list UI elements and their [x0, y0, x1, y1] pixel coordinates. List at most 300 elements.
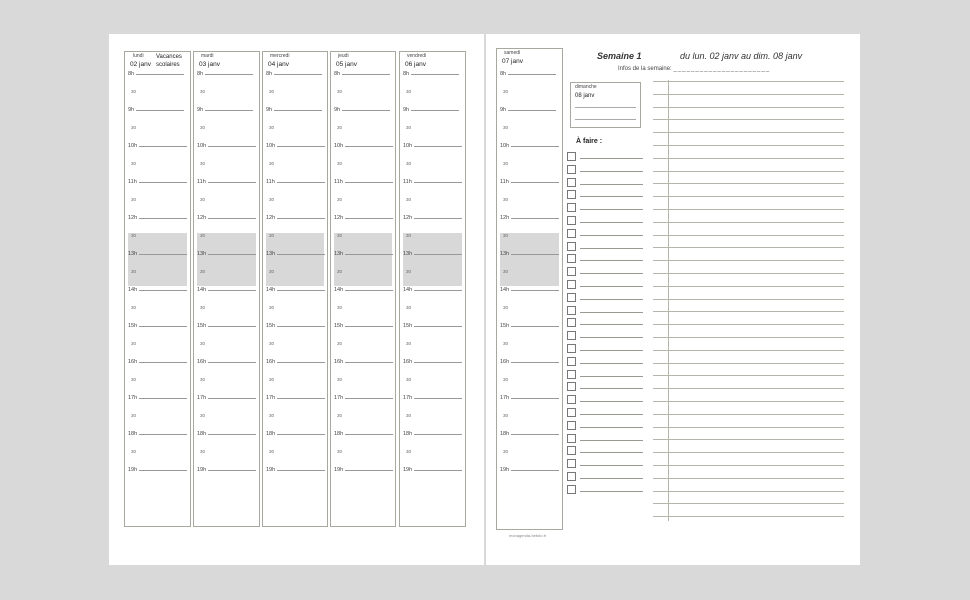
todo-checkbox[interactable] [567, 242, 576, 251]
hour-line [511, 469, 559, 471]
hour-line [139, 217, 187, 219]
half-hour-label: 30 [503, 233, 509, 238]
hour-label: 16h [197, 359, 207, 365]
hour-slot[interactable] [403, 179, 462, 185]
half-hour-label: 30 [269, 305, 275, 310]
notes-line [653, 209, 844, 210]
day-date: 06 janv [405, 61, 426, 68]
hour-label: 8h [334, 71, 341, 77]
hour-label: 12h [403, 215, 413, 221]
hour-line [511, 325, 559, 327]
hour-slot[interactable] [500, 395, 559, 401]
half-hour-label: 30 [131, 197, 137, 202]
todo-line [580, 184, 643, 185]
hour-label: 11h [266, 179, 275, 185]
day-name: mardi [201, 53, 214, 59]
hour-label: 18h [334, 431, 344, 437]
half-hour-label: 30 [131, 449, 137, 454]
hour-slot[interactable] [266, 251, 325, 257]
day-date: 03 janv [199, 61, 220, 68]
hour-label: 16h [266, 359, 276, 365]
day-column [262, 51, 328, 527]
todo-checkbox[interactable] [567, 254, 576, 263]
hour-slot[interactable] [334, 287, 393, 293]
hour-label: 13h [403, 251, 413, 257]
half-hour-label: 30 [269, 269, 275, 274]
notes-line [653, 516, 844, 517]
hour-slot[interactable] [266, 107, 322, 113]
hour-slot[interactable] [197, 143, 256, 149]
hour-line [136, 73, 184, 75]
half-hour-label: 30 [200, 269, 206, 274]
hour-slot[interactable] [197, 215, 256, 221]
hour-slot[interactable] [128, 179, 187, 185]
hour-line [139, 397, 187, 399]
notes-margin-line [668, 80, 669, 521]
todo-checkbox[interactable] [567, 293, 576, 302]
hour-line [342, 109, 390, 111]
hour-slot[interactable] [403, 431, 462, 437]
notes-line [653, 260, 844, 261]
day-column [330, 51, 396, 527]
day-name: mercredi [270, 53, 290, 59]
hour-line [274, 73, 322, 75]
lunch-shade [403, 233, 462, 286]
notes-line [653, 286, 844, 287]
hour-label: 18h [500, 431, 510, 437]
hour-line [511, 433, 559, 435]
half-hour-label: 30 [503, 377, 509, 382]
todo-checkbox[interactable] [567, 395, 576, 404]
hour-slot[interactable] [334, 71, 390, 77]
todo-checkbox[interactable] [567, 216, 576, 225]
day-date: 04 janv [268, 61, 289, 68]
hour-slot[interactable] [128, 251, 187, 257]
hour-label: 17h [266, 395, 276, 401]
todo-line [580, 452, 643, 453]
hour-line [414, 289, 462, 291]
hour-slot[interactable] [197, 287, 256, 293]
hour-line [345, 397, 393, 399]
todo-checkbox[interactable] [567, 472, 576, 481]
todo-line [580, 388, 643, 389]
day-column [193, 51, 260, 527]
hour-slot[interactable] [500, 251, 559, 257]
hour-label: 16h [334, 359, 344, 365]
hour-label: 10h [334, 143, 344, 149]
todo-line [580, 286, 643, 287]
hour-line [414, 253, 462, 255]
todo-checkbox[interactable] [567, 459, 576, 468]
hour-line [414, 469, 462, 471]
hour-label: 17h [197, 395, 207, 401]
todo-line [580, 158, 643, 159]
notes-line [653, 273, 844, 274]
week-title: Semaine 1 [597, 51, 642, 61]
hour-label: 10h [403, 143, 413, 149]
hour-line [414, 217, 462, 219]
hour-slot[interactable] [403, 71, 459, 77]
half-hour-label: 30 [131, 161, 137, 166]
hour-slot[interactable] [500, 467, 559, 473]
hour-slot[interactable] [266, 143, 325, 149]
todo-checkbox[interactable] [567, 370, 576, 379]
hour-slot[interactable] [266, 179, 325, 185]
todo-checkbox[interactable] [567, 331, 576, 340]
half-hour-label: 30 [337, 269, 343, 274]
half-hour-label: 30 [337, 449, 343, 454]
hour-line [274, 109, 322, 111]
hour-slot[interactable] [403, 107, 459, 113]
notes-line [653, 183, 844, 184]
hour-line [208, 361, 256, 363]
hour-label: 18h [403, 431, 413, 437]
hour-label: 13h [334, 251, 344, 257]
hour-label: 9h [403, 107, 410, 113]
todo-checkbox[interactable] [567, 357, 576, 366]
half-hour-label: 30 [337, 377, 343, 382]
todo-checkbox[interactable] [567, 267, 576, 276]
todo-checkbox[interactable] [567, 421, 576, 430]
hour-line [345, 361, 393, 363]
hour-slot[interactable] [500, 323, 559, 329]
notes-line [653, 222, 844, 223]
todo-line [580, 260, 643, 261]
half-hour-label: 30 [406, 341, 412, 346]
notes-line [653, 247, 844, 248]
hour-slot[interactable] [403, 143, 462, 149]
hour-label: 10h [500, 143, 510, 149]
hour-label: 8h [266, 71, 273, 77]
hour-line [139, 469, 187, 471]
hour-slot[interactable] [403, 359, 462, 365]
hour-label: 14h [197, 287, 207, 293]
hour-slot[interactable] [197, 179, 256, 185]
lunch-shade [266, 233, 324, 286]
half-hour-label: 30 [131, 269, 137, 274]
hour-label: 17h [403, 395, 413, 401]
hour-slot[interactable] [266, 359, 325, 365]
hour-slot[interactable] [197, 359, 256, 365]
notes-line [653, 337, 844, 338]
hour-label: 16h [500, 359, 510, 365]
todo-line [580, 414, 643, 415]
hour-slot[interactable] [334, 251, 393, 257]
half-hour-label: 30 [406, 161, 412, 166]
hour-line [414, 325, 462, 327]
todo-checkbox[interactable] [567, 165, 576, 174]
hour-line [205, 109, 253, 111]
hour-slot[interactable] [128, 287, 187, 293]
hour-label: 13h [266, 251, 276, 257]
half-hour-label: 30 [503, 125, 509, 130]
half-hour-label: 30 [503, 305, 509, 310]
hour-line [511, 253, 559, 255]
hour-slot[interactable] [500, 107, 556, 113]
notes-line [653, 439, 844, 440]
hour-slot[interactable] [197, 71, 253, 77]
notes-line [653, 132, 844, 133]
todo-line [580, 248, 643, 249]
notes-line [653, 503, 844, 504]
hour-slot[interactable] [334, 467, 393, 473]
hour-label: 14h [266, 287, 276, 293]
notes-line [653, 375, 844, 376]
hour-label: 15h [334, 323, 344, 329]
notes-line [653, 196, 844, 197]
hour-label: 18h [197, 431, 207, 437]
half-hour-label: 30 [503, 341, 509, 346]
hour-slot[interactable] [500, 71, 556, 77]
sunday-box [570, 82, 641, 128]
hour-line [139, 145, 187, 147]
half-hour-label: 30 [337, 89, 343, 94]
week-infos-label [618, 66, 769, 72]
hour-slot[interactable] [197, 395, 256, 401]
notes-line [653, 171, 844, 172]
hour-line [208, 433, 256, 435]
half-hour-label: 30 [337, 305, 343, 310]
hour-label: 11h [334, 179, 343, 185]
hour-label: 10h [128, 143, 138, 149]
half-hour-label: 30 [503, 197, 509, 202]
half-hour-label: 30 [406, 449, 412, 454]
hour-line [139, 433, 187, 435]
day-column [496, 48, 563, 530]
hour-slot[interactable] [128, 71, 184, 77]
todo-checkbox[interactable] [567, 306, 576, 315]
hour-slot[interactable] [197, 251, 256, 257]
day-name: vendredi [407, 53, 427, 59]
hour-slot[interactable] [266, 467, 325, 473]
hour-line [208, 217, 256, 219]
half-hour-label: 30 [406, 89, 412, 94]
hour-slot[interactable] [266, 323, 325, 329]
half-hour-label: 30 [269, 197, 275, 202]
hour-label: 8h [197, 71, 204, 77]
half-hour-label: 30 [503, 269, 509, 274]
todo-checkbox[interactable] [567, 229, 576, 238]
half-hour-label: 30 [131, 233, 137, 238]
half-hour-label: 30 [269, 449, 275, 454]
hour-label: 17h [500, 395, 510, 401]
todo-checkbox[interactable] [567, 408, 576, 417]
half-hour-label: 30 [503, 449, 509, 454]
hour-slot[interactable] [500, 431, 559, 437]
half-hour-label: 30 [269, 413, 275, 418]
hour-label: 15h [128, 323, 138, 329]
hour-line [136, 109, 184, 111]
hour-label: 11h [197, 179, 206, 185]
hour-slot[interactable] [128, 143, 187, 149]
hour-label: 11h [403, 179, 412, 185]
hour-slot[interactable] [128, 107, 184, 113]
todo-line [580, 465, 643, 466]
hour-label: 12h [266, 215, 276, 221]
hour-slot[interactable] [334, 395, 393, 401]
todo-line [580, 337, 643, 338]
hour-label: 16h [403, 359, 413, 365]
hour-slot[interactable] [403, 467, 462, 473]
hour-label: 15h [266, 323, 276, 329]
day-date: 05 janv [336, 61, 357, 68]
hour-label: 14h [334, 287, 344, 293]
half-hour-label: 30 [269, 89, 275, 94]
hour-line [414, 145, 462, 147]
hour-label: 18h [266, 431, 276, 437]
hour-line [511, 181, 559, 183]
hour-slot[interactable] [128, 431, 187, 437]
todo-checkbox[interactable] [567, 152, 576, 161]
todo-line [580, 491, 643, 492]
day-date: 02 janv [130, 61, 151, 68]
half-hour-label: 30 [131, 305, 137, 310]
hour-line [277, 289, 325, 291]
todo-checkbox[interactable] [567, 318, 576, 327]
hour-slot[interactable] [266, 431, 325, 437]
hour-label: 17h [128, 395, 138, 401]
hour-slot[interactable] [197, 467, 256, 473]
hour-slot[interactable] [266, 287, 325, 293]
hour-line [208, 289, 256, 291]
hour-slot[interactable] [334, 179, 393, 185]
hour-line [345, 469, 393, 471]
half-hour-label: 30 [269, 233, 275, 238]
notes-line [653, 81, 844, 82]
notes-line [653, 158, 844, 159]
half-hour-label: 30 [337, 233, 343, 238]
todo-checkbox[interactable] [567, 190, 576, 199]
hour-line [208, 253, 256, 255]
hour-label: 9h [197, 107, 204, 113]
half-hour-label: 30 [131, 125, 137, 130]
hour-slot[interactable] [403, 215, 462, 221]
hour-slot[interactable] [403, 251, 462, 257]
hour-slot[interactable] [266, 215, 325, 221]
hour-line [139, 361, 187, 363]
half-hour-label: 30 [503, 161, 509, 166]
hour-line [411, 109, 459, 111]
hour-line [277, 253, 325, 255]
hour-slot[interactable] [500, 215, 559, 221]
half-hour-label: 30 [200, 233, 206, 238]
sunday-line [575, 107, 636, 108]
notes-line [653, 465, 844, 466]
todo-checkbox[interactable] [567, 203, 576, 212]
todo-line [580, 324, 643, 325]
notes-line [653, 414, 844, 415]
todo-checkbox[interactable] [567, 344, 576, 353]
hour-label: 19h [403, 467, 413, 473]
hour-line [511, 361, 559, 363]
hour-line [208, 325, 256, 327]
hour-line [345, 181, 393, 183]
hour-slot[interactable] [334, 143, 393, 149]
hour-label: 11h [500, 179, 509, 185]
half-hour-label: 30 [200, 341, 206, 346]
hour-slot[interactable] [197, 323, 256, 329]
half-hour-label: 30 [269, 125, 275, 130]
hour-slot[interactable] [128, 359, 187, 365]
hour-slot[interactable] [128, 395, 187, 401]
hour-line [414, 361, 462, 363]
notes-line [653, 145, 844, 146]
todo-checkbox[interactable] [567, 485, 576, 494]
half-hour-label: 30 [406, 269, 412, 274]
half-hour-label: 30 [200, 449, 206, 454]
hour-slot[interactable] [197, 107, 253, 113]
hour-slot[interactable] [500, 143, 559, 149]
hour-slot[interactable] [334, 431, 393, 437]
half-hour-label: 30 [131, 341, 137, 346]
todo-checkbox[interactable] [567, 178, 576, 187]
half-hour-label: 30 [406, 305, 412, 310]
todo-checkbox[interactable] [567, 280, 576, 289]
todo-checkbox[interactable] [567, 382, 576, 391]
hour-label: 15h [197, 323, 207, 329]
hour-slot[interactable] [403, 395, 462, 401]
hour-slot[interactable] [403, 323, 462, 329]
todo-line [580, 401, 643, 402]
notes-line [653, 94, 844, 95]
hour-label: 8h [500, 71, 507, 77]
hour-slot[interactable] [334, 359, 393, 365]
half-hour-label: 30 [200, 125, 206, 130]
hour-slot[interactable] [266, 71, 322, 77]
hour-line [139, 289, 187, 291]
hour-slot[interactable] [334, 107, 390, 113]
hour-slot[interactable] [500, 359, 559, 365]
hour-slot[interactable] [334, 215, 393, 221]
hour-label: 14h [403, 287, 413, 293]
hour-slot[interactable] [403, 287, 462, 293]
hour-line [277, 181, 325, 183]
todo-checkbox[interactable] [567, 434, 576, 443]
day-column [399, 51, 466, 527]
half-hour-label: 30 [406, 125, 412, 130]
hour-slot[interactable] [128, 467, 187, 473]
half-hour-label: 30 [131, 89, 137, 94]
half-hour-label: 30 [503, 413, 509, 418]
half-hour-label: 30 [406, 377, 412, 382]
hour-line [208, 469, 256, 471]
todo-checkbox[interactable] [567, 446, 576, 455]
hour-slot[interactable] [197, 431, 256, 437]
todo-line [580, 312, 643, 313]
hour-label: 19h [128, 467, 138, 473]
hour-label: 17h [334, 395, 344, 401]
hour-slot[interactable] [500, 287, 559, 293]
hour-slot[interactable] [500, 179, 559, 185]
todo-title: À faire : [576, 138, 603, 145]
sunday-line [575, 119, 636, 120]
hour-line [345, 433, 393, 435]
day-name: samedi [504, 50, 521, 56]
half-hour-label: 30 [131, 377, 137, 382]
half-hour-label: 30 [131, 413, 137, 418]
hour-line [414, 397, 462, 399]
notes-line [653, 388, 844, 389]
hour-label: 12h [197, 215, 207, 221]
hour-slot[interactable] [128, 215, 187, 221]
hour-slot[interactable] [128, 323, 187, 329]
hour-slot[interactable] [334, 323, 393, 329]
hour-label: 11h [128, 179, 137, 185]
infos-dashes: _ _ _ _ _ _ _ _ _ _ _ _ _ _ _ _ _ _ _ _ _ _ [673, 66, 769, 72]
hour-slot[interactable] [266, 395, 325, 401]
half-hour-label: 30 [337, 341, 343, 346]
hour-line [277, 325, 325, 327]
